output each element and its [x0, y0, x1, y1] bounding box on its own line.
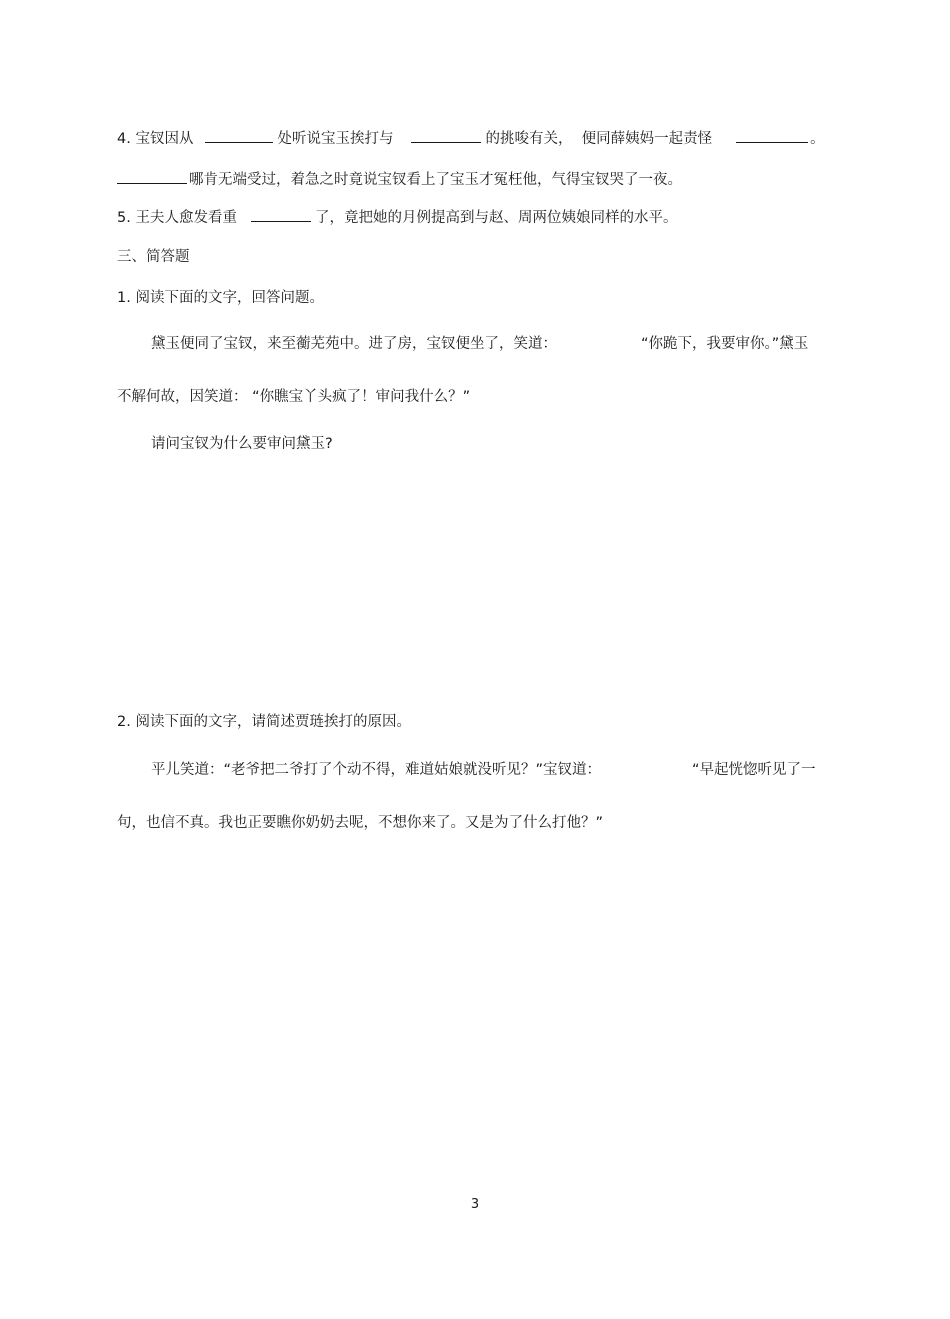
q2-passage-line1b: “早起恍惚听见了一: [692, 762, 816, 778]
q5-blank[interactable]: [251, 207, 311, 222]
q4-blank-4[interactable]: [117, 169, 187, 184]
q5-line: [117, 207, 677, 228]
q4-text-line2: 哪肯无端受过，着急之时竟说宝钗看上了宝玉才冤枉他，气得宝钗哭了一夜。: [189, 172, 682, 188]
q2-prompt: 2. 阅读下面的文字，请简述贾琏挨打的原因。: [117, 714, 411, 730]
page-number: 3: [470, 1197, 480, 1212]
q1-passage-line2: 不解何故，因笑道： “你瞧宝丫头疯了！审问我什么？”: [117, 389, 471, 405]
q5-text: 了，竟把她的月例提高到与赵、周两位姨娘同样的水平。: [314, 210, 678, 226]
q4-blank-2[interactable]: [411, 128, 481, 143]
q1-question: 请问宝钗为什么要审问黛玉?: [151, 436, 333, 452]
q4-text-b: 的挑唆有关，: [485, 131, 573, 147]
q4-blank-1[interactable]: [205, 128, 273, 143]
section3-heading: 三、简答题: [117, 249, 190, 265]
q5-number: 5. 王夫人愈发看重: [117, 210, 237, 226]
q4-number: 4. 宝钗因从: [117, 131, 194, 147]
q2-passage-line2: 句，也信不真。我也正要瞧你奶奶去呢，不想你来了。又是为了什么打他？”: [117, 815, 604, 831]
q4-blank-3[interactable]: [736, 128, 808, 143]
q4-text-d: 。: [810, 131, 825, 147]
q4-line1: [117, 128, 825, 149]
q1-passage-line1b: “你跪下，我要审你。”黛玉: [641, 336, 809, 352]
q1-passage-line1a: 黛玉便同了宝钗，来至蘅芜苑中。进了房，宝钗便坐了，笑道：: [151, 336, 557, 352]
q4-text-c: 便同薛姨妈一起责怪: [581, 131, 713, 147]
q1-prompt: 1. 阅读下面的文字，回答问题。: [117, 290, 324, 306]
q4-line2: [117, 169, 682, 190]
q4-text-a: 处听说宝玉挨打与: [277, 131, 394, 147]
q2-passage-line1a: 平儿笑道：“老爷把二爷打了个动不得，难道姑娘就没听见？”宝钗道：: [151, 762, 602, 778]
